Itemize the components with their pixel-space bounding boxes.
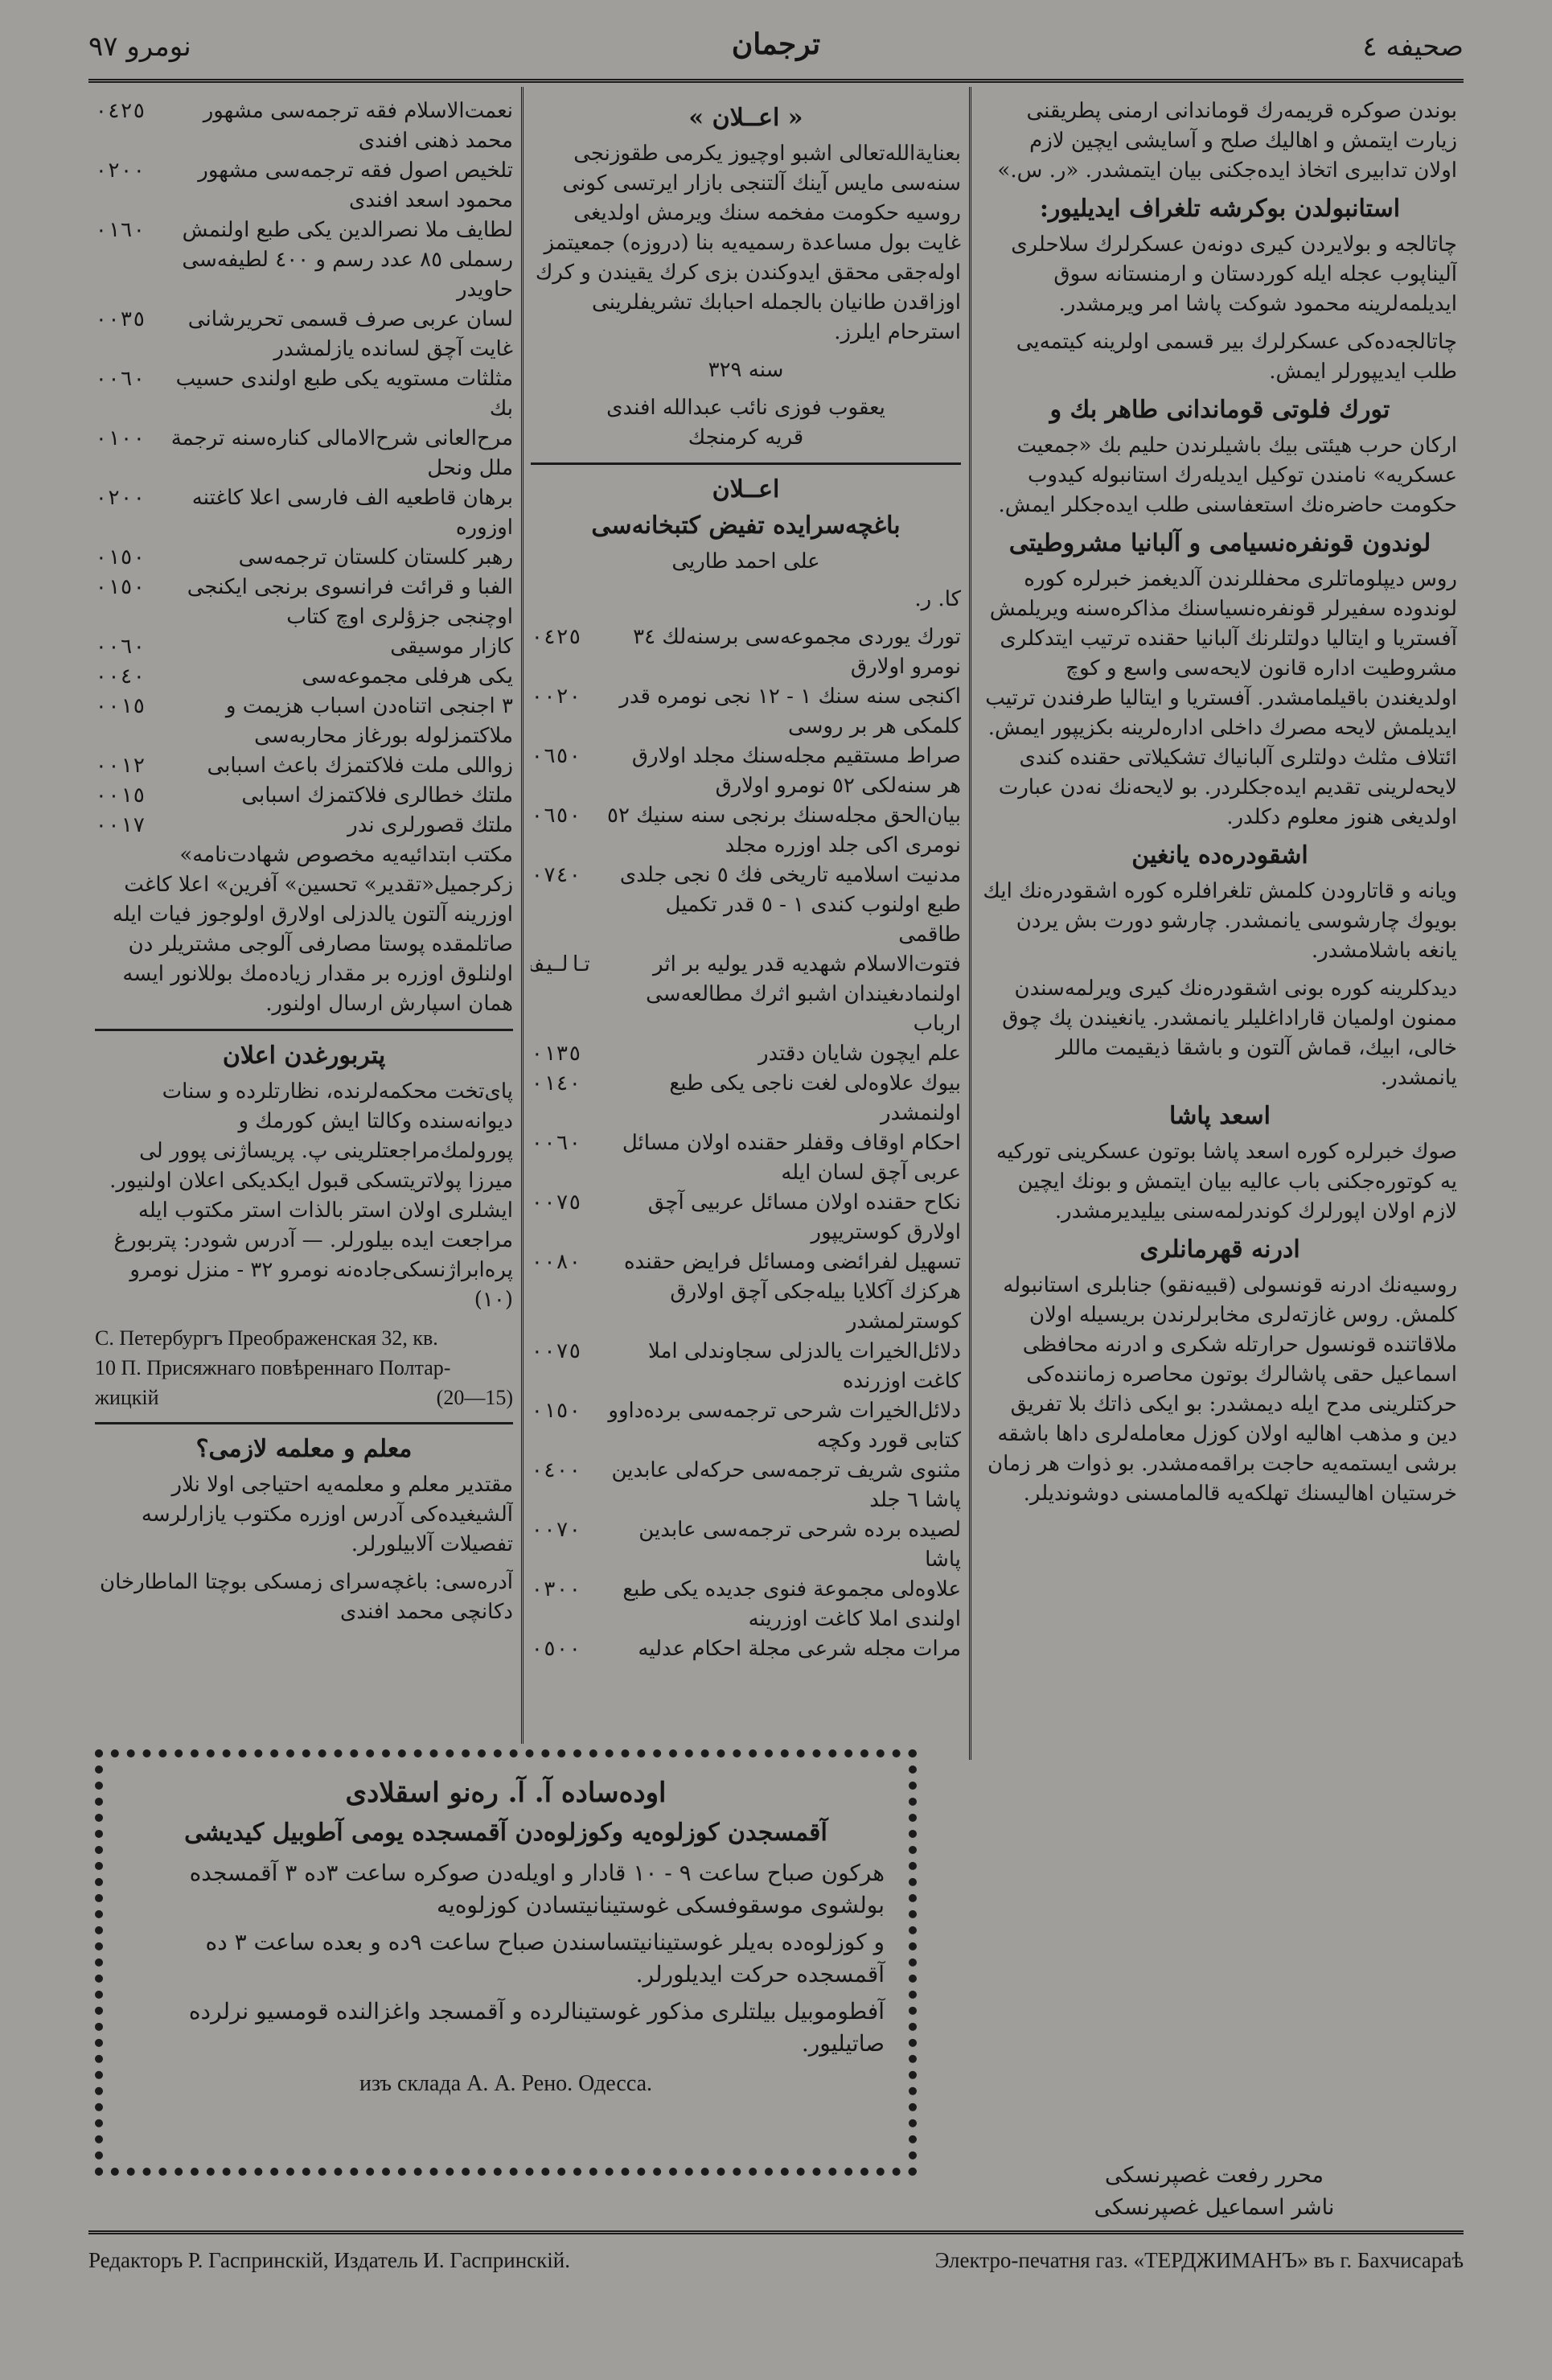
book-title: لطايف ملا نصرالدين يكى طبع اولنمش رسملى ٨٥ عدد رسم و ٤٠٠ لطيفەسى حاويدر: [182, 218, 513, 302]
news-paragraph: روس ديپلوماتلرى محفللرندن آلديغمز خبرلره كوره لوندوده سفيرلر قونفرەنسياسنك مذاكرەسنه ويريلمش آفستريا و ايتاليا دولتلرنك آلبانيا حقنده ترتيب ايتدكلرى مشروطيت اداره قانون لايحەسى واسع و كوچ اولديغندن باقيلمامشدر. آفستريا و ايتاليا طرفندن ترتيب ايديلمش لايحه مصرك داخلى ادارەلرينه بكزيپور ايمش. ائتلاف مثلث دولتلرى آلبانياك تشكيلاتى حقنده كندى لايحەلرينى تقديم ايدەجكلردر. بو لايحەنك نەدن عبارت اولديغى هنوز معلوم دكلدر.: [985, 567, 1457, 829]
book-title: علاوەلى مجموعة فنوى جديده يكى طبع اولندى املا كاغت اوزرينه: [622, 1577, 961, 1631]
book-entry: [531, 1039, 961, 1069]
editor-name: محرر رفعت غصپرنسكى: [1104, 2163, 1324, 2188]
ad-line: هركون صباح ساعت ٩ - ١٠ قادار و اويلەدن صوكره ساعت ٣ده ٣ آقمسجده بولشوى موسقوفسكى غوستينانيتسادن كوزلوەيه: [189, 1860, 885, 1918]
book-title: برهان قاطعيه الف فارسى اعلا كاغتنه اوزوره: [191, 486, 513, 540]
book-title: دلائل‌الخيرات شرحى ترجمەسى بردەداوو كتابى قورد وكچه: [608, 1399, 961, 1453]
book-title: لصيده برده شرحى ترجمەسى عابدين پاشا: [638, 1518, 961, 1572]
book-title: لسان عربى صرف قسمى تحريرشانى غايت آچق لسانده يازلمشدر: [187, 307, 513, 361]
news-paragraph: روسيەنك ادرنه قونسولى (قبيەنقو) جنابلرى استانبوله كلمش. روس غازتەلرى مخابرلرندن بريسيله اولان ملاقاتنده قونسول حرارتله شكرى و ادرنه محافظى اسماعيل حقى پاشالرك بوتون محاصره زمانندەكى حركتلرينى مدح ايله ديمشدر: بو ايكى ذاتك بلا تفريق دين و مذهب اهاليه اولان كوزل معاملەلرى داها باشقه برشى ايستمەيه حاجت براقمەمشدر. بو ذوات هر زمان خرستيان اهاليسنك تهلكەيه قالمامسنى دوشونديلر.: [987, 1273, 1457, 1506]
book-price: ٠٤٢٥: [95, 99, 146, 123]
divider: [95, 1029, 513, 1031]
book-price: ٠١٠٠: [95, 426, 146, 450]
book-entry: [531, 1634, 961, 1664]
news-heading: لوندون قونفرەنسيامى و آلبانيا مشروطيتى: [1008, 529, 1431, 557]
column-announcements: [531, 97, 961, 1745]
book-entry: [95, 424, 513, 483]
divider: [95, 1422, 513, 1424]
news-heading: ادرنه قهرمانلرى: [1139, 1235, 1300, 1264]
book-price: ٠٧٤٠: [531, 863, 581, 887]
teacher-text: مقتدير معلم و معلمەيه احتياجى اولا نلار آلشيغيده‌كى آدرس اوزره مكتوب يازارلرسه تفصيلات آلابيلورلر.: [141, 1473, 513, 1556]
book-title: احكام اوقاف وقفلر حقنده اولان مسائل عربى آچق لسان ايله: [622, 1131, 961, 1185]
book-title: زواللى ملت فلاكتمزك باعث اسبابى: [207, 754, 513, 778]
publisher-name: ناشر اسماعيل غصپرنسكى: [1094, 2195, 1335, 2220]
book-entry: [95, 305, 513, 364]
book-price: ٠٥٠٠: [531, 1637, 581, 1661]
book-title: فتوت‌الاسلام شهديه قدر يوليه بر اثر اولنمادىغيندان اشبو اثرك مطالعەسى ارباب: [646, 952, 961, 1036]
book-entry: [531, 1069, 961, 1128]
book-price: ٠١٤٠: [531, 1071, 581, 1095]
book-entry: [95, 751, 513, 781]
book-price: ٠١٥٠: [531, 1399, 581, 1423]
book-title: تسهيل لفرائضى ومسائل فرايض حقنده هركزك آكلايا بيلەجكى آچق اولارق كوسترلمشدر: [623, 1250, 961, 1334]
book-title: نعمت‌الاسلام فقه ترجمەسى مشهور محمد ذهنى افندى: [203, 99, 513, 153]
book-entry: [531, 950, 961, 1039]
book-price: ٠٠٤٠: [95, 664, 146, 689]
book-price: ٠٠١٧: [95, 813, 146, 837]
news-heading: تورك فلوتى قوماندانى طاهر بك و: [1049, 396, 1390, 424]
books-shop: باغچەسرايده تفيض كتبخانەسى: [591, 512, 901, 540]
books-owner: على احمد طاريى: [671, 549, 820, 573]
page-number: صحيفه ٤: [1362, 31, 1464, 63]
divider: [531, 462, 961, 465]
book-title: رهبر كلستان كلستان ترجمەسى: [238, 545, 513, 569]
book-title: مثلثات مستويه يكى طبع اولندى حسيب بك: [175, 367, 513, 421]
book-entry: [95, 811, 513, 841]
book-entry: [95, 156, 513, 216]
ad-subtitle: آقمسجدن كوزلوەيه وكوزلوەدن آقمسجده يومى آطوبيل كيديشى: [184, 1819, 827, 1847]
address-line: 10 П. Присяжнаго повѣреннаго Полтар-: [95, 1356, 451, 1379]
issue-range: (20—15): [436, 1386, 513, 1409]
book-price: تاليف: [531, 952, 594, 976]
book-title: دلائل‌الخيرات يالدزلى سجاوندلى املا كاغت اوزرنده: [647, 1339, 961, 1393]
book-price: ٠٢٠٠: [95, 486, 146, 510]
column-news: [983, 97, 1457, 2152]
column-left: [95, 97, 513, 1745]
news-heading: استانبولدن بوكرشه تلغراف ايديليور:: [1039, 195, 1401, 223]
masthead: [88, 23, 1464, 79]
books-list: [531, 623, 961, 1664]
column-divider-right: [969, 87, 971, 1760]
book-title: ملتك قصورلرى ندر: [347, 813, 513, 837]
footer-rule: [88, 2230, 1464, 2234]
column-divider-left: [521, 87, 523, 1744]
book-entry: [95, 364, 513, 424]
ad-line: و كوزلوەدە بەيلر غوستينانيتساسندن صباح ساعت ٩ده و بعده ساعت ٣ ده آقمسجده حركت ايديلورلر.: [205, 1929, 885, 1987]
book-title: اكنجى سنه سنك ١ - ١٢ نجى نومره قدر كلمكى هر بر روسى: [619, 684, 961, 738]
book-entry: [531, 1128, 961, 1188]
book-price: ٠٠١٢: [95, 754, 146, 778]
petersburg-text: پاى‌تخت محكمەلرنده، نظارتلرده و سنات ديوانەسنده وكالتا ايش كورمك و پورولمك‌مراجعتلرينى پ. پريساژنى پوور لى ميرزا پولاتريتسكى قبول ايكديكى اعلان اولنيور. ايشلرى اولان استر بالذات استر مكتوب ايله مراجعت ايده بيلورلر. — آدرس شودر: پتربورغ پرەابراژنسكى‌جادەنه نومرو ٣٢ - منزل نومرو (١٠): [109, 1079, 513, 1312]
book-entry: [95, 632, 513, 662]
book-price: ٠٠٧٥: [531, 1190, 581, 1215]
book-title: بيوك علاوەلى لغت ناجى يكى طبع اولنمشدر: [669, 1071, 961, 1125]
book-title: ٣ اجنجى اتناەدن اسباب هزيمت و ملاكتمزلوله بورغاز محاربەسى: [225, 694, 513, 748]
books-list-continued: [95, 97, 513, 841]
ad-title: اودەسادە آ. آ. رەنو اسقلادى: [345, 1777, 667, 1809]
book-entry: [531, 1337, 961, 1396]
ad-note-ru: изъ склада А. А. Рено. Одесса.: [359, 2071, 653, 2096]
book-title: مدنيت اسلاميه تاريخى فك ٥ نجى جلدى طبع اولنوب كندى ١ - ٥ قدر تكميل طاقمى: [619, 863, 961, 947]
book-entry: [531, 1515, 961, 1575]
book-price: ٠٤٠٠: [531, 1458, 581, 1482]
book-price: ٠١٦٠: [95, 218, 146, 242]
news-paragraph: چاتالجەدەكى عسكرلرك بير قسمى اولرينه كيتمەيى طلب ايديپورلر ايمش.: [1016, 330, 1457, 384]
book-price: ٠٦٥٠: [531, 744, 581, 768]
book-title: ملتك خطالرى فلاكتمزك اسبابى: [241, 783, 513, 808]
news-paragraph: صوك خبرلره كوره اسعد پاشا بوتون عسكرينى توركيه يه كوتورەجكنى باب عاليه بيان ايتمش و بونك ايچين لازم اولان اپورلرك كوندرلمەسنى بيليديرمشدر.: [996, 1140, 1457, 1223]
news-paragraph: ديدكلرينه كوره بونى اشقودرەنك كيرى ويرلمەسندن ممنون اولميان قاراداغليلر يانمشدر. يانغيندن پك چوق خالى، ابيك، قماش آلتون و باشقا ذيقيمت ماللر يانمشدر.: [1002, 976, 1457, 1090]
book-price: ٠٠٦٠: [95, 635, 146, 659]
book-price: ٠٠٧٠: [531, 1518, 581, 1542]
petersburg-address-ru: [95, 1323, 513, 1412]
book-price: ٠١٣٥: [531, 1042, 581, 1066]
book-title: مثنوى شريف ترجمەسى حركەلى عابدين پاشا ٦ جلد: [611, 1458, 961, 1512]
news-paragraph: اركان حرب هيئتى بيك باشيلرندن حليم بك «جمعيت عسكريه» نامندن توكيل ايديلەرك استانبوله كيدوب حكومت حاضرەنك استعفاسنى طلب ايدەجكلر ايمش.: [998, 434, 1457, 517]
news-paragraph: بوندن صوكره قريمەرك قوماندانى ارمنى پطريقنى زيارت ايتمش و اهاليك صلح و آسايشى ايچين لازم اولان تدابيرى اتخاذ ايدەجكنى بيان ايتمشدر. «ر. س.»: [997, 99, 1457, 183]
book-title: نكاح حقنده اولان مسائل عربيى آچق اولارق كوستريپور: [647, 1190, 961, 1244]
book-entry: [531, 742, 961, 801]
book-title: الفبا و قرائت فرانسوى برنجى ايكنجى اوچنجى جزؤلرى اوچ كتاب: [187, 575, 513, 629]
book-price: ٠٠٨٠: [531, 1250, 581, 1274]
news-paragraph: چاتالجه و بولايردن كيرى دونەن عسكرلرك سلاحلرى آليناپوب عجله ايله كوردستان و ارمنستانه سوق ايديلمەلرينه محمود شوكت پاشا امر ويرمشدر.: [1011, 232, 1457, 316]
footer-press: Электро-печатня газ. «ТЕРДЖИМАНЪ» въ г. Бахчисараѣ: [934, 2248, 1464, 2272]
book-title: مرح‌العانى شرح‌الامالى كنارەسنە ترجمة ملل ونحل: [170, 426, 513, 480]
certificate-note: مكتب ابتدائيەيه مخصوص شهادت‌نامه» زكرجميل«تقدير» تحسين» آفرين» اعلا كاغت اوزرينه آلتون يالدزلى اولارق اولوجوز فيات ايله صاتلمقده پوستا مصارفى آلوجى مشتريلر دن اولنلوق اوزره بر مقدار زيادەمك بوللانور ايسه همان اسپارش ارسال اولنور.: [112, 843, 513, 1016]
news-paragraph: ويانه و قاتارودن كلمش تلغرافلره كوره اشقودرەنك ايك بويوك چارشوسى يانمشدر. چارشو دورت بش يردن يانغه باشلامشدر.: [983, 879, 1457, 963]
address-line: С. Петербургъ Преображенская 32, кв.: [95, 1326, 438, 1350]
books-title: اعــلان: [712, 475, 780, 504]
book-title: بيان‌الحق مجلەسنك برنجى سنه سنيك ٥٢ نومرى اكى جلد اوزره مجلد: [606, 804, 961, 857]
book-entry: [531, 1456, 961, 1515]
book-price: ٠٣٠٠: [531, 1577, 581, 1601]
book-entry: [95, 483, 513, 543]
book-price: ٠٠٦٠: [95, 367, 146, 391]
book-entry: [531, 1248, 961, 1337]
book-entry: [531, 623, 961, 682]
book-entry: [531, 1188, 961, 1248]
book-title: علم ايچون شايان دقتدر: [758, 1042, 961, 1066]
address-line: жицкій: [95, 1386, 159, 1409]
book-price: ٠٠١٥: [95, 783, 146, 808]
book-price: ٠٠١٥: [95, 694, 146, 718]
teacher-title: معلم و معلمه لازمى؟: [195, 1435, 413, 1463]
news-heading: اسعد پاشا: [1169, 1102, 1271, 1130]
book-title: مرات مجله شرعى مجلة احكام عدليه: [638, 1637, 961, 1661]
book-entry: [531, 682, 961, 742]
book-price: ٠٢٠٠: [95, 158, 146, 183]
book-price: ٠٠٧٥: [531, 1339, 581, 1363]
announcement-signature: يعقوب فوزى نائب عبدالله افندى: [606, 396, 885, 420]
news-heading: اشقودرەدە يانغين: [1131, 841, 1308, 869]
book-entry: [531, 801, 961, 861]
book-price: ٠١٥٠: [95, 575, 146, 599]
book-entry: [95, 781, 513, 811]
announcement-year: سنه ٣٢٩: [708, 358, 784, 382]
book-entry: [95, 97, 513, 156]
footer: [88, 2248, 1464, 2273]
book-title: تورك يوردى مجموعەسى برسنەلك ٣٤ نومرو اولارق: [633, 625, 961, 679]
automobile-advertisement: [95, 1749, 917, 2176]
footer-editor: Редакторъ Р. Гаспринскій, Издатель И. Гаспринскій.: [88, 2248, 570, 2272]
book-entry: [95, 662, 513, 692]
book-title: كازار موسيقى: [390, 635, 513, 659]
book-entry: [95, 216, 513, 305]
book-price: ٠١٥٠: [95, 545, 146, 569]
issue-number: نومرو ٩٧: [88, 31, 191, 63]
book-entry: [95, 543, 513, 573]
paper-name: ترجمان: [731, 27, 821, 61]
petersburg-title: پتربورغدن اعلان: [222, 1042, 386, 1070]
book-price: ٠٠٦٠: [531, 1131, 581, 1155]
announcement-title: « اعــلان »: [688, 104, 803, 132]
ad-line: آفطوموبيل بيلتلرى مذكور غوستينالرده و آقمسجد واغزالنده قومسيو نرلرده صاتيليور.: [188, 1998, 885, 2057]
teacher-address: آدره‌سى: باغچەسراى زمسكى بوچتا الماطارخان دكانچى محمد افندى: [99, 1570, 513, 1624]
book-entry: [95, 692, 513, 751]
announcement-village: قريه كرمنجك: [688, 425, 804, 450]
book-title: صراط مستقيم مجلەسنك مجلد اولارق هر سنەلكى ٥٢ نومرو اولارق: [631, 744, 961, 798]
book-price: ٠٤٢٥: [531, 625, 581, 649]
book-price: ٠٠٣٥: [95, 307, 146, 331]
announcement-text: بعنايةالله‌تعالى اشبو اوچيوز يكرمى طقوزنجى سنەسى مايس آينك آلتنجى بازار ايرتسى كونى روسيه حكومت مفخمه سنك ويرمش اولديغى غايت بول مساعدة رسميەيه بنا (دروزه) جمعيتمز اولەجقى محقق ايدوكندن بزى كرك يقيندن و كرك اوزاقدن طانيان بالجمله احبابك تشريفلرينى استرحام ايلرز.: [535, 142, 961, 344]
book-price: ٠٠٢٠: [531, 684, 581, 709]
book-price: ٠٦٥٠: [531, 804, 581, 828]
book-entry: [531, 1575, 961, 1634]
book-entry: [531, 1396, 961, 1456]
book-entry: [531, 861, 961, 950]
book-title: يكى هرفلى مجموعەسى: [302, 664, 513, 689]
book-entry: [95, 573, 513, 632]
book-title: تلخيص اصول فقه ترجمەسى مشهور محمود اسعد افندى: [198, 158, 513, 212]
header-rule: [88, 79, 1464, 83]
editors-block: [981, 2160, 1447, 2224]
books-currency: كا. ر.: [914, 587, 961, 611]
